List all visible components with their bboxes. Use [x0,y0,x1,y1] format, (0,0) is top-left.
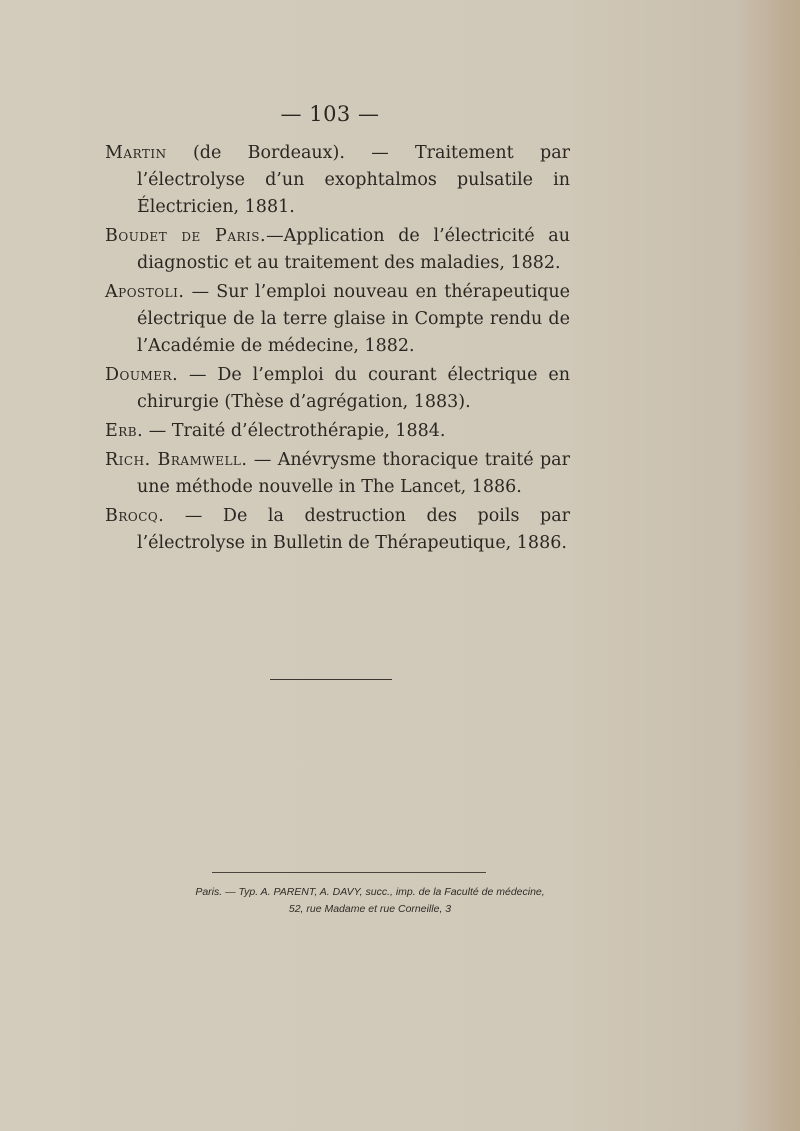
entry-author: Apostoli. [105,282,185,302]
bibliography-entry [105,447,570,501]
bibliography-entry [105,279,570,360]
entry-text: — De l’emploi du courant électrique en chirurgie (Thèse d’agrégation, 1883). [137,365,570,412]
imprint-line: 52, rue Madame et rue Corneille, 3 [288,903,452,915]
entry-author: Doumer. [105,365,179,385]
bibliography-entry [105,140,570,221]
bibliography-entry [105,418,570,445]
imprint-divider [212,872,486,873]
entry-author: Brocq. [105,506,165,526]
entry-text: — De la destruction des poils par l’électrolyse in Bulletin de Thérapeutique, 1886. [137,506,570,553]
page-edge-stain [740,0,800,1131]
bibliography-entry [105,223,570,277]
imprint-line: Paris. — Typ. A. PARENT, A. DAVY, succ., imp. de la Faculté de médecine, [195,886,545,898]
entry-author: Erb. [105,421,144,441]
section-divider [270,679,392,680]
bibliography-entry [105,362,570,416]
bibliography-list [105,140,570,559]
entry-author: Rich. Bramwell. [105,450,248,470]
printer-imprint [150,884,590,918]
entry-text: (de Bordeaux). — Traitement par l’électrolyse d’un exophtalmos pulsatile in Électricien, 1881. [137,143,570,217]
entry-author: Boudet de Paris. [105,226,267,246]
page-number: — 103 — [280,102,380,126]
entry-text: —Application de l’électricité au diagnostic et au traitement des maladies, 1882. [137,226,570,273]
entry-text: — Sur l’emploi nouveau en thérapeutique électrique de la terre glaise in Compte rendu de l’Académie de médecine, 1882. [137,282,570,356]
entry-text: — Anévrysme thoracique traité par une méthode nouvelle in The Lancet, 1886. [137,450,570,497]
entry-author: Martin [105,143,167,163]
entry-text: — Traité d’électrothérapie, 1884. [143,421,446,441]
bibliography-entry [105,503,570,557]
